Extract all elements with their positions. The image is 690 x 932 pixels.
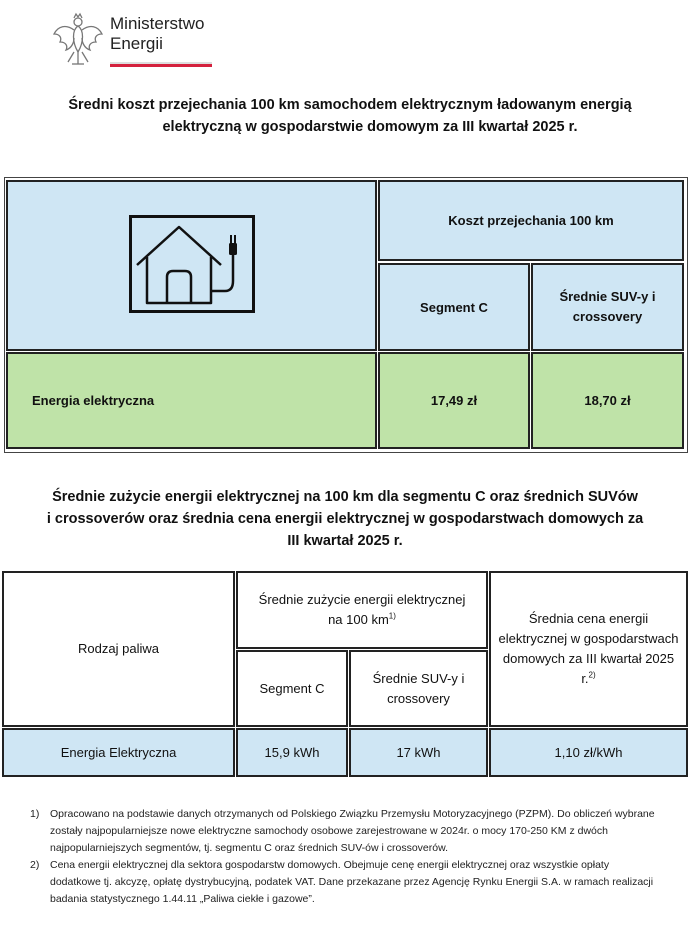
consumption-title-line3: III kwartał 2025 r. (287, 533, 403, 549)
suv-header: Średnie SUV-y i crossovery (559, 289, 656, 324)
flag-line-red (110, 64, 212, 67)
cost-title-line2: elektryczną w gospodarstwie domowym za III kwartał 2025 r. (162, 119, 578, 135)
consumption-header-text: Średnie zużycie energii elektrycznej na 100 km (258, 592, 466, 627)
ministry-name-line2: Energii (110, 34, 163, 53)
footnote-2-text: Cena energii elektrycznej dla sektora gospodarstw domowych. Obejmuje cenę energii elektrycznej oraz wszystkie opłaty dodatkowe tj. akcyzę, opłatę dystrybucyjną, podatek VAT. Dane przekazane przez Agencję Rynku Energii S.A. w ramach realizacji badania statystycznego 1.44.11 „Paliwa ciekłe i gazowe”. (50, 859, 654, 905)
footnote-2 (30, 857, 660, 908)
consumption-segment-c-value: 15,9 kWh (264, 744, 320, 760)
ministry-name-line1: Ministerstwo (110, 14, 205, 33)
consumption-suv-header-cell (349, 650, 488, 727)
footnote-1 (30, 806, 660, 857)
consumption-title-line1: Średnie zużycie energii elektrycznej na 100 km dla segmentu C oraz średnich SUVów (52, 489, 638, 505)
consumption-title-line2: i crossoverów oraz średnia cena energii elektrycznej w gospodarstwach domowych za (46, 511, 644, 527)
footnote-1-number: 1) (30, 808, 40, 820)
cost-header-cell (378, 180, 684, 261)
footnote-ref-1: 1) (388, 611, 396, 621)
electric-row-label-cell (6, 352, 377, 449)
electric-row2-label: Energia Elektryczna (60, 744, 177, 760)
consumption-segment-c-header: Segment C (259, 680, 325, 696)
cost-header: Koszt przejechania 100 km (448, 213, 614, 228)
electric-row2-label-cell (2, 728, 235, 777)
cost-segment-c-value: 17,49 zł (430, 393, 478, 408)
footnote-ref-2: 2) (588, 670, 596, 680)
cost-suv-value: 18,70 zł (584, 393, 631, 408)
cost-suv-cell (531, 352, 684, 449)
cost-title (40, 94, 660, 138)
consumption-suv-cell (349, 728, 488, 777)
ministry-name (110, 14, 204, 54)
consumption-header-cell (236, 571, 488, 649)
consumption-suv-header: Średnie SUV-y i crossovery (372, 670, 465, 706)
electric-row-label: Energia elektryczna (32, 393, 155, 408)
fuel-type-header: Rodzaj paliwa (78, 641, 159, 656)
price-cell (489, 728, 688, 777)
price-header-cell (489, 571, 688, 727)
footnotes (30, 806, 660, 908)
consumption-suv-value: 17 kWh (396, 744, 441, 760)
footnote-2-number: 2) (30, 859, 40, 871)
price-header (497, 609, 680, 689)
house-with-plug-icon (129, 215, 255, 316)
consumption-segment-c-header-cell (236, 650, 348, 727)
price-value: 1,10 zł/kWh (554, 744, 623, 760)
segment-c-header-cell (378, 263, 530, 351)
segment-c-header: Segment C (420, 299, 488, 315)
footnote-1-text: Opracowano na podstawie danych otrzymanych od Polskiego Związku Przemysłu Motoryzacyjnego (PZPM). Do obliczeń wybrane zostały najpopularniejsze nowe elektryczne samochody osobowe zarejestrowane w 2024r. o mocy 170-250 KM z dwóch najpopularniejszych segmentów, tj. segmentu C oraz średnich SUV-ów i crossoverów. (50, 808, 655, 854)
cost-table-icon-cell (6, 180, 377, 351)
consumption-header (258, 590, 466, 630)
fuel-type-header-cell (2, 571, 235, 727)
eagle-emblem-icon (52, 12, 104, 70)
consumption-title (30, 486, 660, 552)
suv-header-cell (531, 263, 684, 351)
cost-segment-c-cell (378, 352, 530, 449)
consumption-segment-c-cell (236, 728, 348, 777)
cost-title-line1: Średni koszt przejechania 100 km samochodem elektrycznym ładowanym energią (68, 97, 632, 113)
price-header-text: Średnia cena energii elektrycznej w gospodarstwach domowych za III kwartał 2025 r. (498, 611, 679, 686)
